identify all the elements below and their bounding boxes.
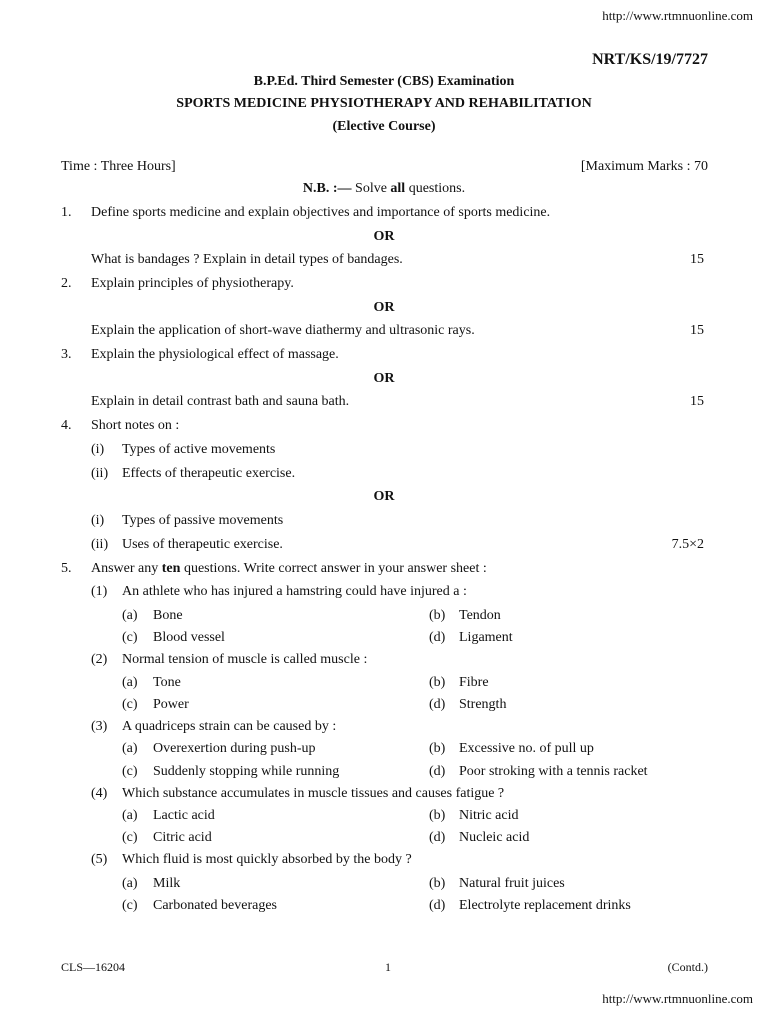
mcq-5-c-label: (c)	[122, 898, 138, 913]
mcq-4-number: (4)	[91, 786, 108, 801]
q4-ii1-number: (ii)	[91, 466, 109, 481]
mcq-4-c-label: (c)	[122, 830, 138, 845]
q4-or: OR	[373, 489, 395, 504]
q1-text-a: Define sports medicine and explain objectives and importance of sports medicine.	[91, 205, 551, 220]
mcq-3-c-label: (c)	[122, 764, 138, 779]
mcq-3-b-label: (b)	[429, 741, 446, 756]
mcq-5-b-text: Natural fruit juices	[459, 876, 565, 891]
q3-text-a: Explain the physiological effect of massage.	[91, 347, 339, 362]
mcq-5-a-text: Milk	[153, 876, 181, 891]
mcq-2-d-label: (d)	[429, 697, 446, 712]
nb-bold: all	[390, 181, 406, 196]
q4-ii1-text: Effects of therapeutic exercise.	[122, 466, 296, 481]
mcq-4-b-label: (b)	[429, 808, 446, 823]
mcq-1-c-label: (c)	[122, 630, 138, 645]
mcq-5-d-text: Electrolyte replacement drinks	[459, 898, 631, 913]
q4-title: Short notes on :	[91, 418, 180, 433]
q3-text-b: Explain in detail contrast bath and sauna bath.	[91, 394, 350, 409]
q4-number: 4.	[61, 418, 72, 433]
footer-url[interactable]: http://www.rtmnuonline.com	[602, 991, 753, 1006]
mcq-1-c-text: Blood vessel	[153, 630, 225, 645]
instructions	[0, 181, 768, 197]
mcq-3-b-text: Excessive no. of pull up	[459, 741, 594, 756]
mcq-4-c-text: Citric acid	[153, 830, 212, 845]
mcq-2-a-label: (a)	[122, 675, 138, 690]
q2-number: 2.	[61, 276, 72, 291]
mcq-4-b-text: Nitric acid	[459, 808, 519, 823]
nb-text-b: questions.	[408, 181, 466, 196]
mcq-4-d-label: (d)	[429, 830, 446, 845]
q5-intro	[91, 561, 487, 577]
q5-intro-a: Answer any	[91, 561, 159, 576]
mcq-2-number: (2)	[91, 652, 108, 667]
q2-or: OR	[373, 300, 395, 315]
course-type: (Elective Course)	[332, 119, 436, 134]
mcq-5-c-text: Carbonated beverages	[153, 898, 277, 913]
mcq-1-b-text: Tendon	[459, 608, 501, 623]
q2-marks: 15	[690, 323, 704, 338]
nb-text-a: Solve	[355, 181, 387, 196]
q5-number: 5.	[61, 561, 72, 576]
q4-i1-text: Types of active movements	[122, 442, 276, 457]
mcq-2-d-text: Strength	[459, 697, 507, 712]
q2-text-a: Explain principles of physiotherapy.	[91, 276, 294, 291]
q5-intro-bold: ten	[161, 561, 181, 576]
subject-title: SPORTS MEDICINE PHYSIOTHERAPY AND REHABILITATION	[176, 96, 592, 111]
q3-or: OR	[373, 371, 395, 386]
mcq-4-a-label: (a)	[122, 808, 138, 823]
mcq-3-a-text: Overexertion during push-up	[153, 741, 316, 756]
q4-i1-number: (i)	[91, 442, 105, 457]
time-label: Time : Three Hours]	[61, 159, 176, 174]
paper-code: NRT/KS/19/7727	[592, 51, 708, 68]
mcq-3-d-text: Poor stroking with a tennis racket	[459, 764, 648, 779]
mcq-3-d-label: (d)	[429, 764, 446, 779]
q1-number: 1.	[61, 205, 72, 220]
mcq-2-c-label: (c)	[122, 697, 138, 712]
exam-title: B.P.Ed. Third Semester (CBS) Examination	[253, 74, 515, 89]
mcq-1-question: An athlete who has injured a hamstring could have injured a :	[122, 584, 467, 599]
q3-marks: 15	[690, 394, 704, 409]
mcq-4-question: Which substance accumulates in muscle tissues and causes fatigue ?	[122, 786, 505, 801]
mcq-4-a-text: Lactic acid	[153, 808, 215, 823]
mcq-5-a-label: (a)	[122, 876, 138, 891]
mcq-2-c-text: Power	[153, 697, 189, 712]
q4-marks: 7.5×2	[671, 537, 704, 552]
q5-intro-b: questions. Write correct answer in your answer sheet :	[183, 561, 487, 576]
mcq-3-number: (3)	[91, 719, 108, 734]
q4-i2-number: (i)	[91, 513, 105, 528]
mcq-2-question: Normal tension of muscle is called muscle :	[122, 652, 368, 667]
mcq-5-b-label: (b)	[429, 876, 446, 891]
mcq-2-b-text: Fibre	[459, 675, 489, 690]
footer-contd: (Contd.)	[667, 960, 708, 974]
max-marks-label: [Maximum Marks : 70	[580, 159, 708, 174]
mcq-2-a-text: Tone	[153, 675, 181, 690]
mcq-1-a-label: (a)	[122, 608, 138, 623]
mcq-5-question: Which fluid is most quickly absorbed by the body ?	[122, 852, 412, 867]
q1-or: OR	[373, 229, 395, 244]
mcq-1-d-label: (d)	[429, 630, 446, 645]
mcq-5-number: (5)	[91, 852, 108, 867]
mcq-5-d-label: (d)	[429, 898, 446, 913]
mcq-4-d-text: Nucleic acid	[459, 830, 530, 845]
mcq-3-c-text: Suddenly stopping while running	[153, 764, 340, 779]
q1-text-b: What is bandages ? Explain in detail types of bandages.	[91, 252, 403, 267]
mcq-1-number: (1)	[91, 584, 108, 599]
header-url[interactable]: http://www.rtmnuonline.com	[602, 8, 753, 23]
footer-code: CLS—16204	[61, 960, 126, 974]
q1-marks: 15	[690, 252, 704, 267]
q4-ii2-number: (ii)	[91, 537, 109, 552]
mcq-1-d-text: Ligament	[459, 630, 513, 645]
mcq-3-question: A quadriceps strain can be caused by :	[122, 719, 337, 734]
mcq-1-a-text: Bone	[153, 608, 183, 623]
mcq-3-a-label: (a)	[122, 741, 138, 756]
q4-i2-text: Types of passive movements	[122, 513, 284, 528]
mcq-2-b-label: (b)	[429, 675, 446, 690]
q4-ii2-text: Uses of therapeutic exercise.	[122, 537, 283, 552]
mcq-1-b-label: (b)	[429, 608, 446, 623]
nb-prefix: N.B. :—	[302, 181, 352, 196]
q3-number: 3.	[61, 347, 72, 362]
page-number: 1	[385, 960, 391, 974]
q2-text-b: Explain the application of short-wave diathermy and ultrasonic rays.	[91, 323, 475, 338]
